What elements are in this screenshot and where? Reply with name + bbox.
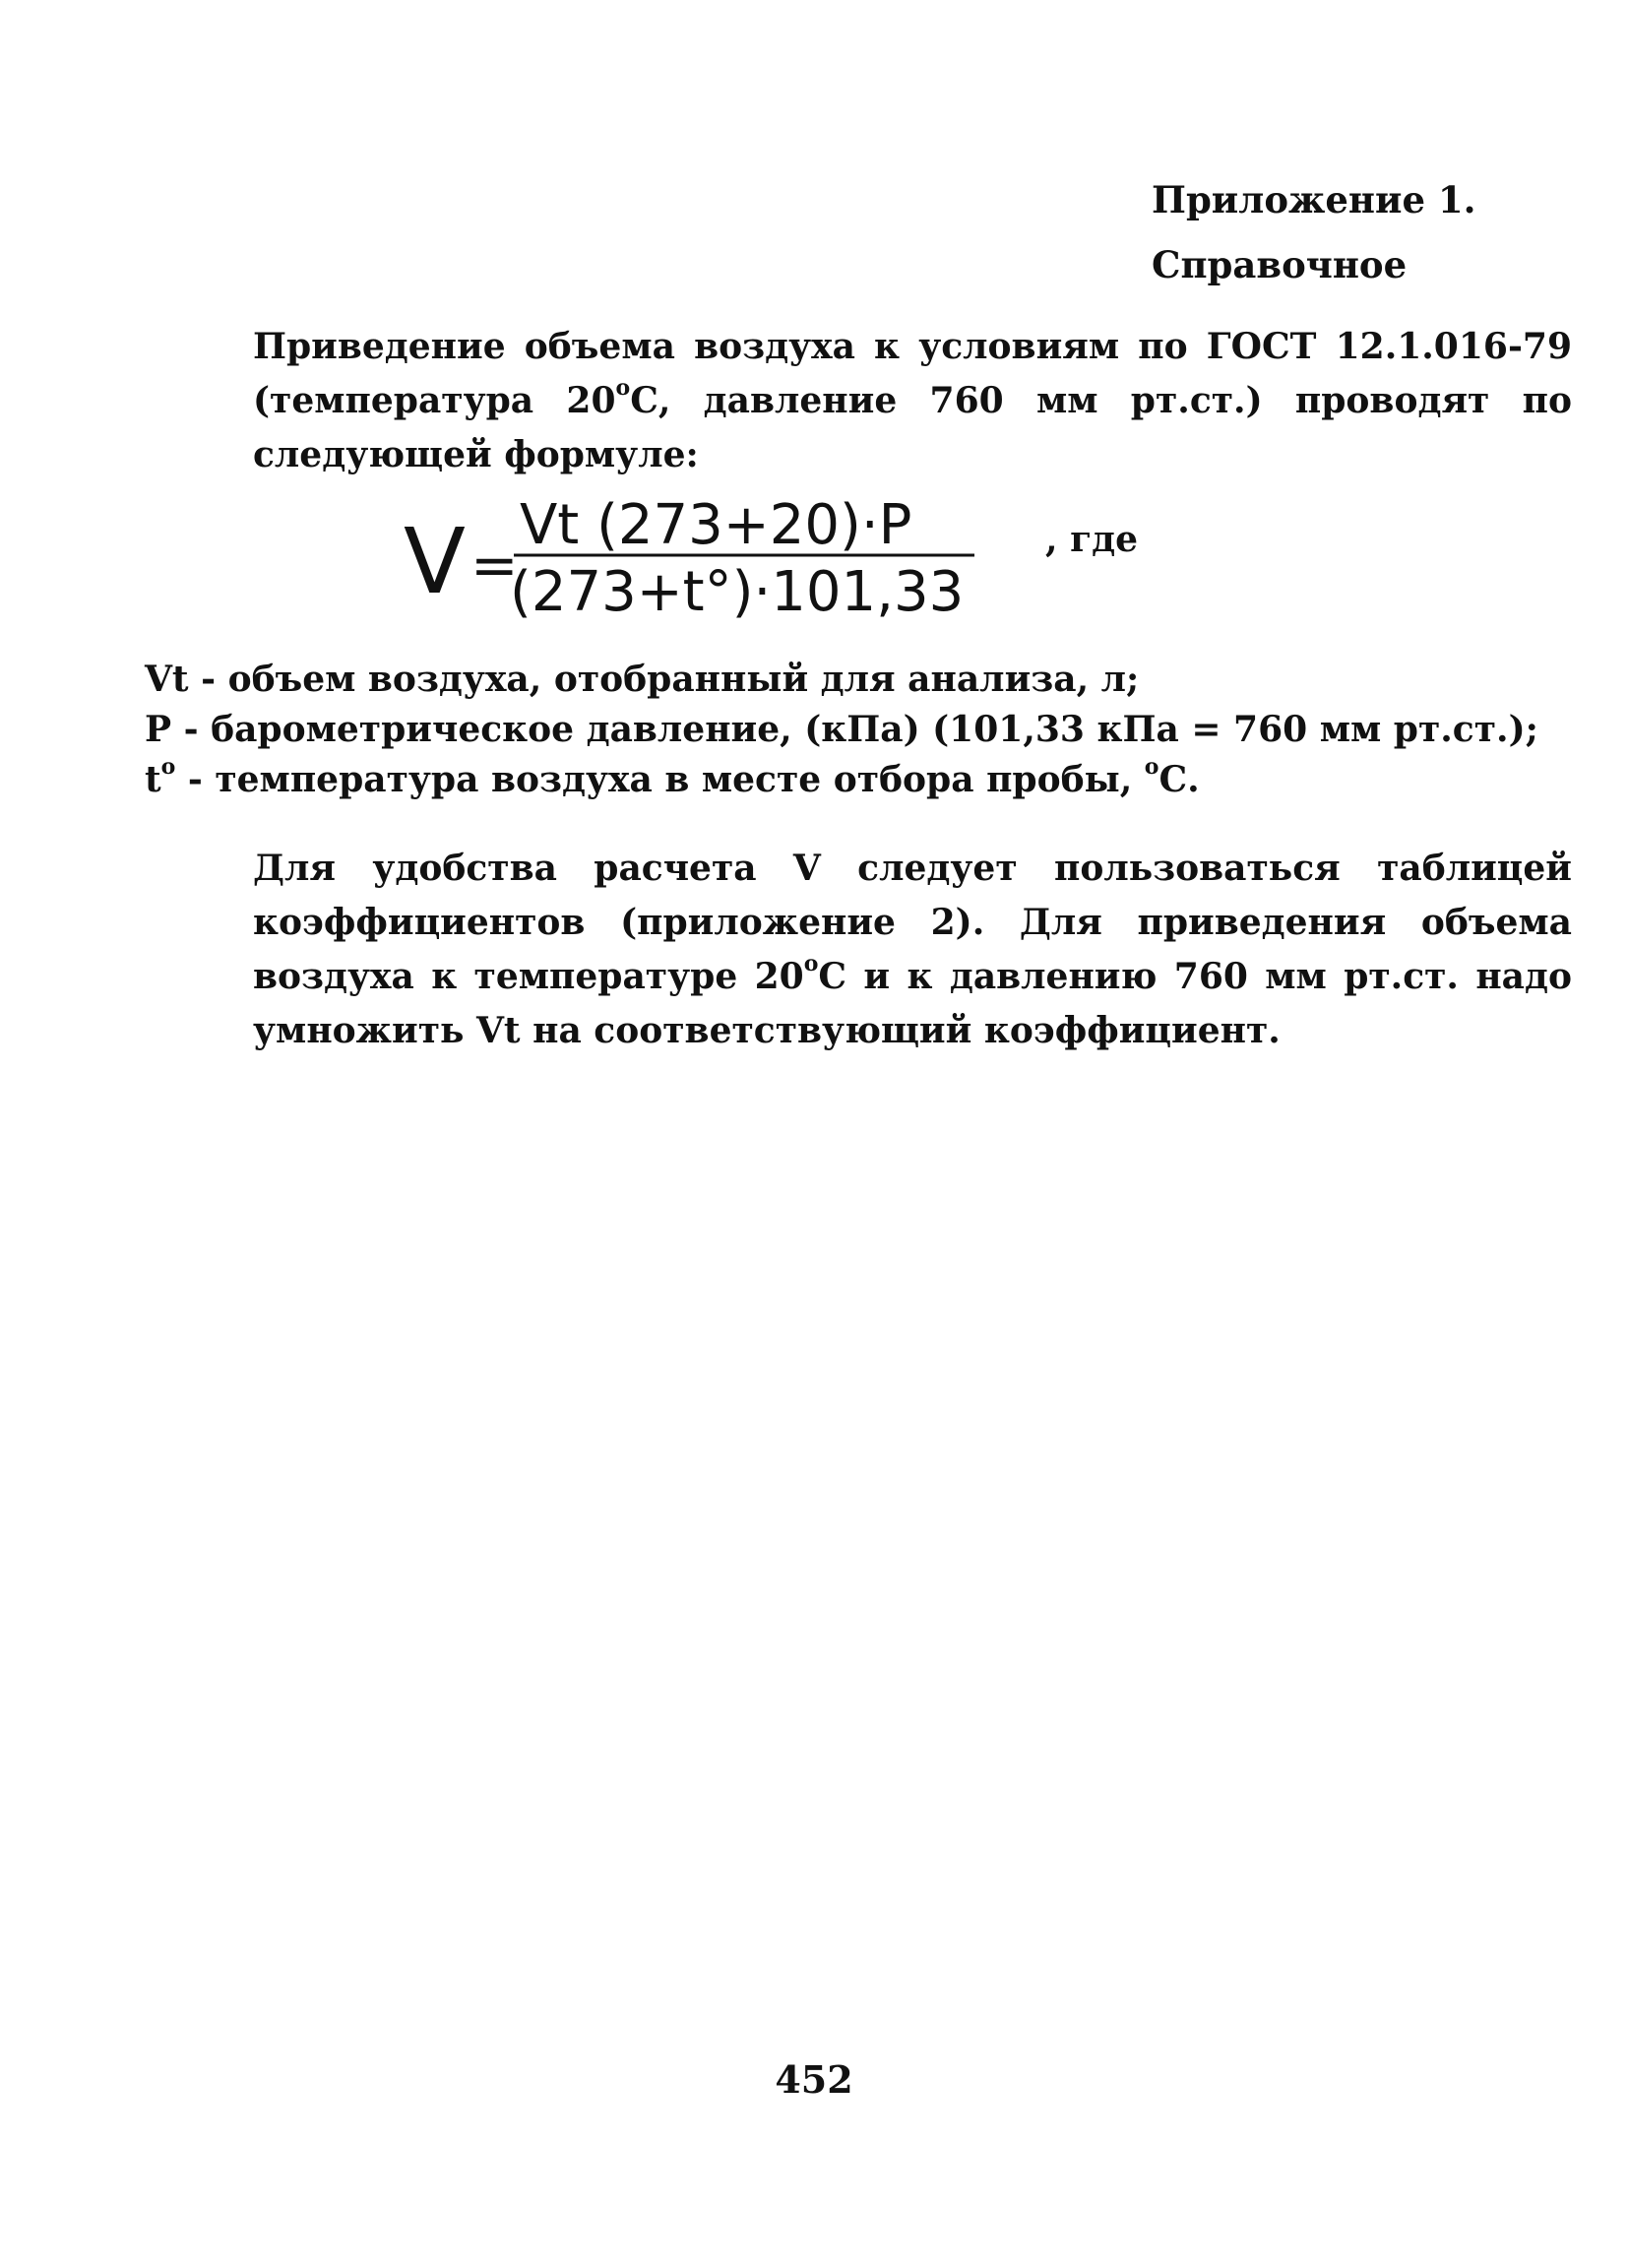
formula: [404, 482, 1289, 640]
appendix-subtitle: Справочное: [1152, 243, 1408, 286]
definition-vt-symbol: Vt: [145, 659, 189, 700]
definition-t-symbol-sup: о: [160, 754, 176, 780]
definition-t-text-a: - температура воздуха в месте отбора пробы,: [175, 759, 1145, 800]
intro-degree-sup: о: [615, 375, 631, 401]
intro-text-a: Приведение объема воздуха к условиям по ГОСТ 12.1.016-79 (температура 20: [253, 326, 1572, 421]
definitions-list: [145, 655, 1538, 805]
appendix-title: Приложение 1.: [1152, 178, 1476, 221]
intro-paragraph: [145, 320, 1572, 482]
definition-p: [145, 705, 1538, 755]
appendix-header: [1152, 167, 1476, 297]
definition-vt: [145, 655, 1464, 705]
note-text-a: Для удобства расчета V следует пользоваться таблицей коэффициентов (приложение 2). Для приведения объема воздуха к температуре 20: [253, 848, 1572, 997]
note-text-b: С и к давлению 760 мм рт.ст. надо умножить Vt на соответствующий коэффициент.: [253, 956, 1573, 1051]
definition-t-degree-sup: о: [1144, 754, 1159, 780]
formula-equals: =: [470, 532, 519, 598]
formula-numerator: Vt (273+20)·P: [520, 493, 912, 557]
formula-denominator: (273+t°)·101,33: [510, 560, 965, 624]
definition-t: [145, 755, 1464, 805]
definition-vt-text: - объем воздуха, отобранный для анализа, л;: [188, 659, 1140, 700]
formula-where: , где: [1045, 519, 1139, 560]
note-degree-sup: о: [803, 951, 819, 976]
definition-p-text: - барометрическое давление, (кПа) (101,33 кПа = 760 мм рт.ст.);: [171, 709, 1538, 750]
definition-t-symbol: t: [145, 759, 161, 800]
formula-lhs: V: [404, 509, 466, 614]
note-paragraph: [145, 842, 1572, 1058]
intro-text-b: С, давление 760 мм рт.ст.) проводят по следующей формуле:: [253, 380, 1573, 475]
page-number: 452: [775, 2057, 853, 2102]
definition-p-symbol: P: [145, 709, 172, 750]
definition-t-text-b: С.: [1158, 759, 1200, 800]
